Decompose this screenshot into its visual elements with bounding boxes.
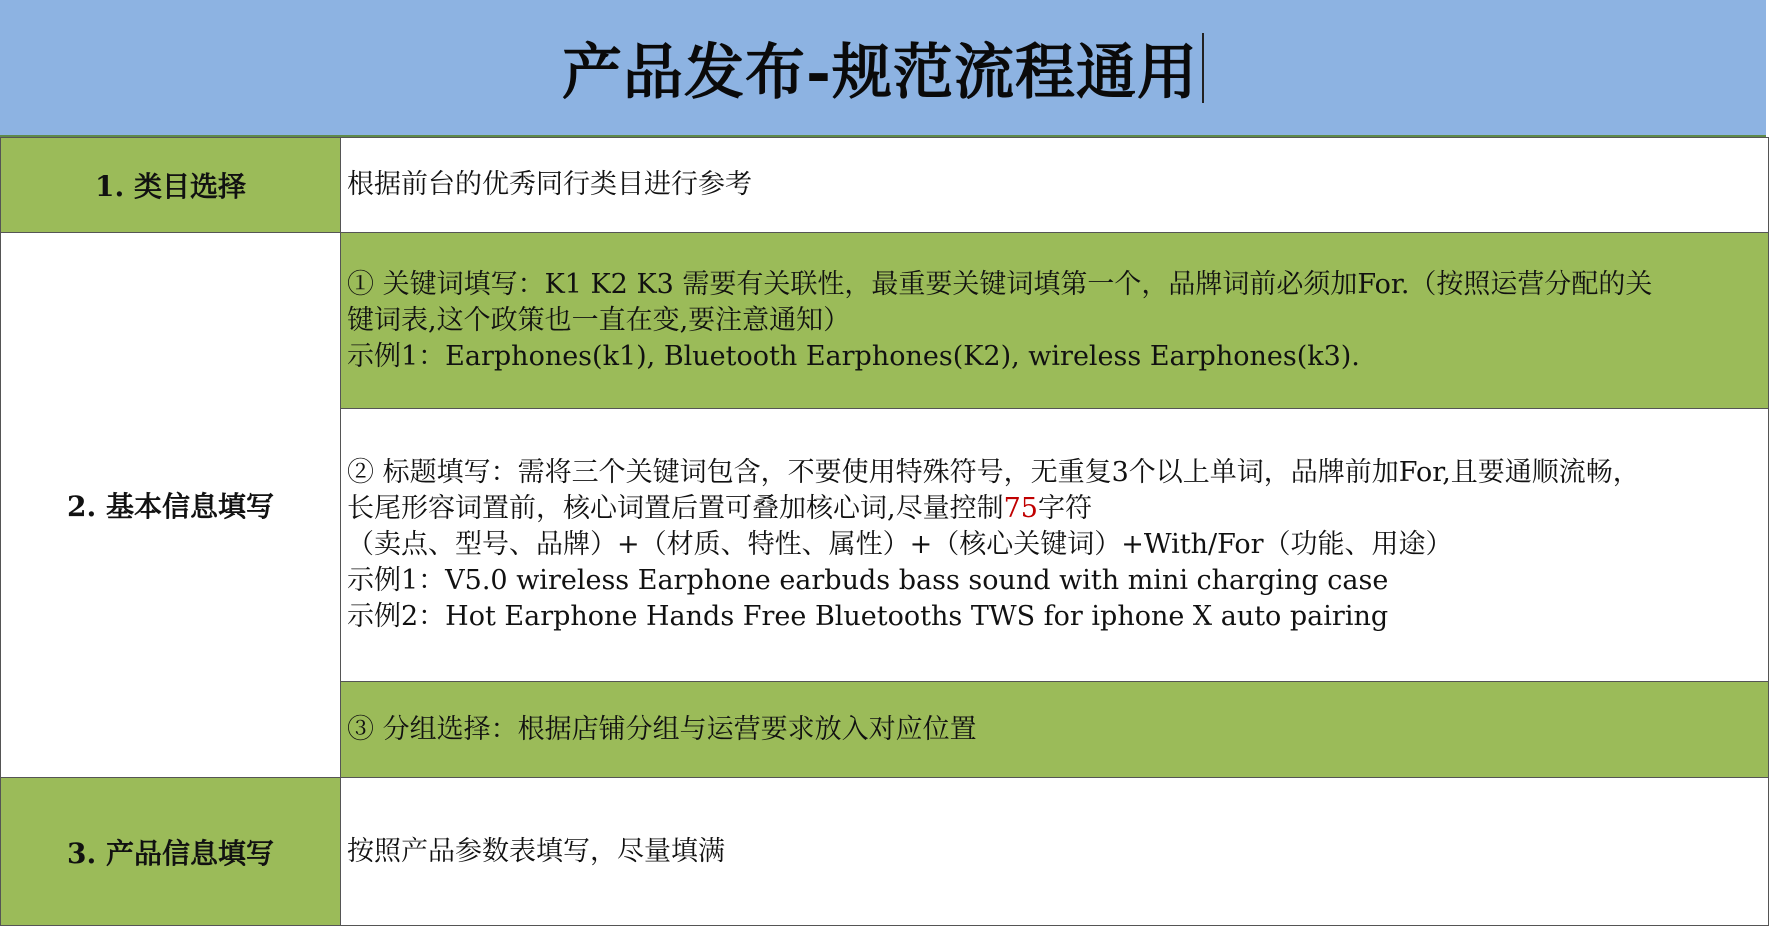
text-cursor — [1202, 33, 1204, 103]
row-1-content-cell[interactable] — [340, 137, 1769, 233]
content-line: 根据前台的优秀同行类目进行参考 — [347, 169, 752, 200]
char-limit-highlight: 75 — [1003, 493, 1038, 524]
row-label: 1. 类目选择 — [95, 170, 246, 203]
page-title[interactable]: 产品发布-规范流程通用 — [562, 37, 1198, 108]
content-line: ② 标题填写：需将三个关键词包含，不要使用特殊符号，无重复3个以上单词，品牌前加For,且要通顺流畅， — [347, 457, 1640, 488]
row-label: 3. 产品信息填写 — [67, 836, 274, 870]
content-line: 键词表,这个政策也一直在变,要注意通知） — [347, 304, 851, 336]
row-2-label-cell[interactable] — [0, 232, 341, 778]
title-bar — [0, 0, 1766, 137]
content-line: ③ 分组选择：根据店铺分组与运营要求放入对应位置 — [347, 713, 977, 745]
content-line: 长尾形容词置前，核心词置后置可叠加核心词,尽量控制75字符 — [347, 493, 1092, 524]
example-line: 示例1：V5.0 wireless Earphone earbuds bass sound with mini charging case — [347, 565, 1389, 596]
row-label: 2. 基本信息填写 — [67, 490, 274, 523]
keyword-fill-cell[interactable] — [340, 232, 1769, 409]
title-fill-cell[interactable] — [340, 408, 1769, 682]
example-line: 示例1：Earphones(k1), Bluetooth Earphones(K2), wireless Earphones(k3). — [347, 340, 1360, 372]
row-1-label-cell[interactable] — [0, 137, 341, 233]
row-3-content-cell[interactable] — [340, 777, 1769, 926]
row-3-label-cell[interactable] — [0, 777, 341, 926]
example-line: 示例2：Hot Earphone Hands Free Bluetooths TWS for iphone X auto pairing — [347, 601, 1389, 632]
formula-line: （卖点、型号、品牌）+（材质、特性、属性）+（核心关键词）+With/For（功能、用途） — [347, 529, 1453, 560]
content-line: 按照产品参数表填写，尽量填满 — [347, 835, 725, 867]
group-select-cell[interactable] — [340, 681, 1769, 778]
content-line: ① 关键词填写：K1 K2 K3 需要有关联性，最重要关键词填第一个，品牌词前必须加For.（按照运营分配的关 — [347, 268, 1653, 300]
